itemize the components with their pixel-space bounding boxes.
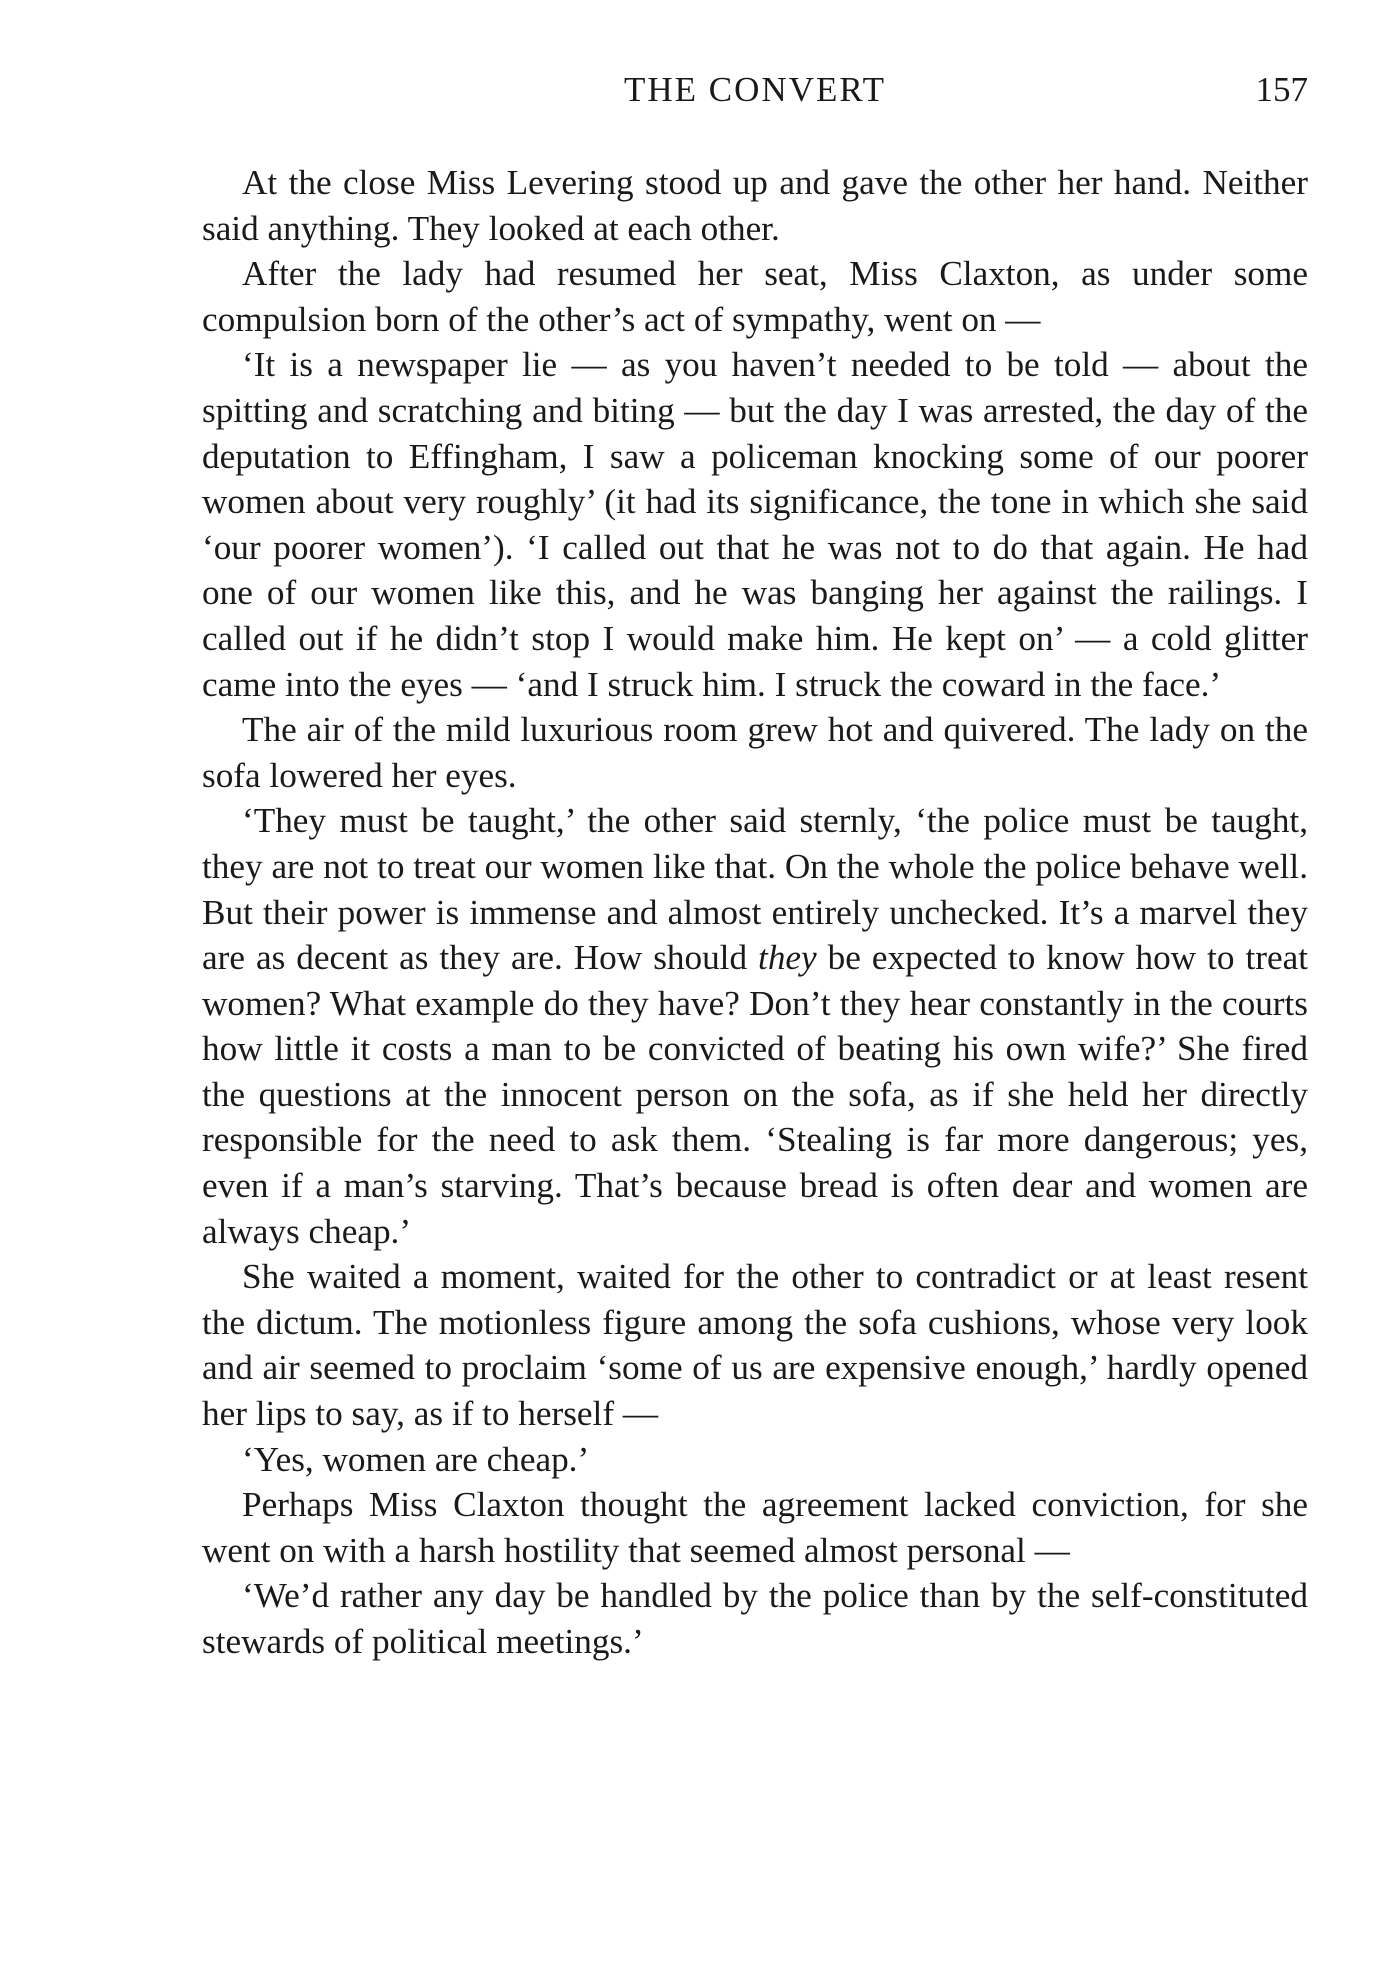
paragraph: At the close Miss Levering stood up and gave the other her hand. Neither said anything. They looked at each other. bbox=[202, 163, 1308, 248]
paragraph-text: ‘They must be taught,’ the other said sternly, ‘the police must be taught, they are not to treat our women like that. On the whole the police behave well. But their power is immense and almost entirely unchecked. It’s a marvel they are as decent as they are. How should bbox=[202, 801, 1308, 978]
paragraph: She waited a moment, waited for the other to contradict or at least resent the dictum. The motionless figure among the sofa cushions, whose very look and air seemed to proclaim ‘some of us are expensive enough,’ hardly opened her lips to say, as if to herself — bbox=[202, 1257, 1308, 1434]
body-text bbox=[202, 160, 1308, 1665]
italic-emphasis: they bbox=[758, 938, 817, 978]
page-number: 157 bbox=[1255, 70, 1308, 109]
paragraph-police bbox=[202, 798, 1308, 1254]
paragraph: The air of the mild luxurious room grew hot and quivered. The lady on the sofa lowered her eyes. bbox=[202, 710, 1308, 795]
paragraph-text: be expected to know how to treat women? What example do they have? Don’t they hear constantly in the courts how little it costs a man to be convicted of beating his own wife?’ She fired the questions at the innocent person on the sofa, as if she held her directly responsible for the need to ask them. ‘Stealing is far more dangerous; yes, even if a man’s starving. That’s because bread is often dear and women are always cheap.’ bbox=[202, 938, 1308, 1251]
paragraph: ‘We’d rather any day be handled by the police than by the self-constituted stewards of political meetings.’ bbox=[202, 1576, 1308, 1661]
paragraph: Perhaps Miss Claxton thought the agreement lacked conviction, for she went on with a harsh hostility that seemed almost personal — bbox=[202, 1485, 1308, 1570]
paragraph: ‘Yes, women are cheap.’ bbox=[242, 1439, 590, 1479]
paragraph: ‘It is a newspaper lie — as you haven’t needed to be told — about the spitting and scratching and biting — but the day I was arrested, the day of the deputation to Effingham, I saw a policeman knocking some of our poorer women about very roughly’ (it had its significance, the tone in which she said ‘our poorer women’). ‘I called out that he was not to do that again. He had one of our women like this, and he was banging her against the railings. I called out if he didn’t stop I would make him. He kept on’ — a cold glitter came into the eyes — ‘and I struck him. I struck the coward in the face.’ bbox=[202, 345, 1308, 704]
paragraph: After the lady had resumed her seat, Miss Claxton, as under some compulsion born of the other’s act of sympathy, went on — bbox=[202, 254, 1308, 339]
running-head bbox=[202, 66, 1308, 116]
running-title: THE CONVERT bbox=[624, 70, 886, 109]
